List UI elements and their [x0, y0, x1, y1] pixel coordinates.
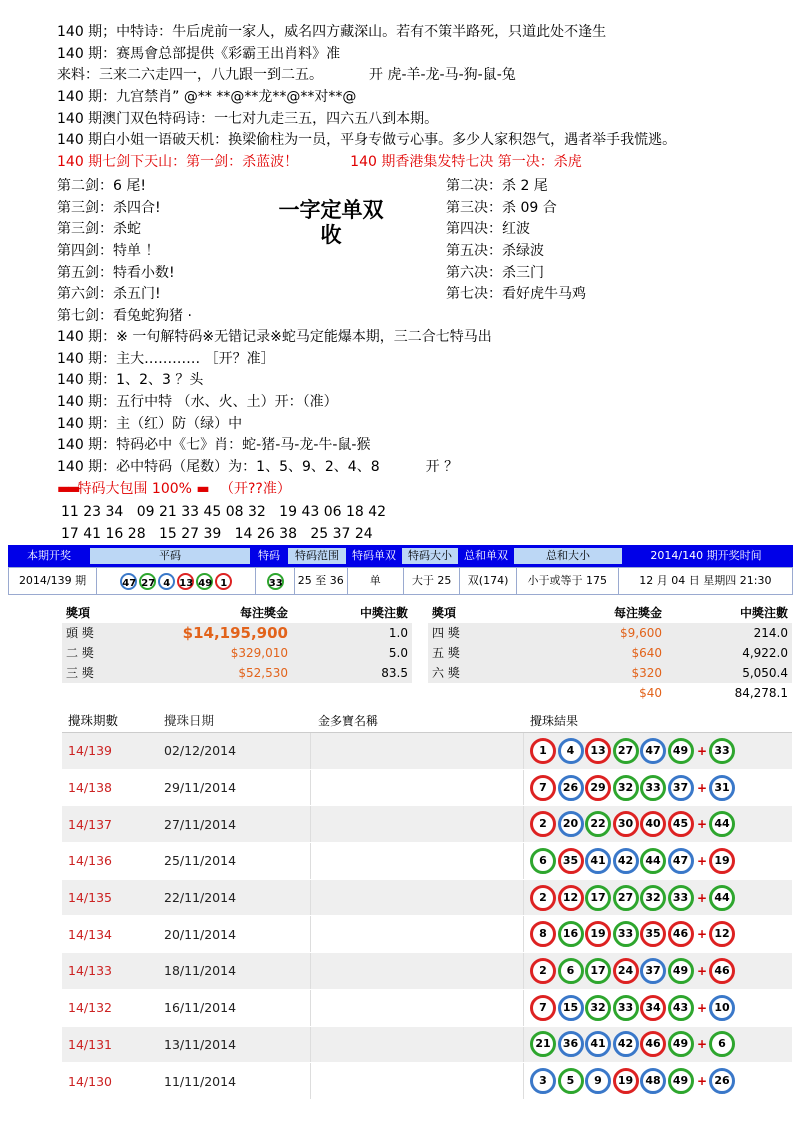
prize-name: 六 獎	[428, 663, 498, 683]
main-balls	[97, 568, 256, 594]
special-ball: 33	[267, 573, 284, 590]
result-bar-header	[8, 545, 793, 567]
prize-count: 214.0	[666, 623, 792, 643]
draw-date: 29/11/2014	[164, 780, 237, 796]
number-ball: 37	[668, 775, 694, 801]
text-line: 140 期：特码必中《七》肖：蛇-猪-马-龙-牛-鼠-猴	[57, 437, 371, 454]
number-ball: 27	[613, 885, 639, 911]
prize-table	[62, 603, 792, 703]
draw-period[interactable]: 14/137	[68, 816, 112, 832]
special-ball: 19	[709, 848, 735, 874]
jue-item: 第三决：杀 09 合	[446, 199, 557, 216]
number-ball: 46	[640, 1031, 666, 1057]
draw-balls	[524, 885, 737, 911]
text-line: 140 期白小姐一语破天机：换梁偷柱为一员，平身专做亏心事。多少人家积怨气，遇者举手我慌逃。	[57, 132, 677, 149]
draw-sponsor	[310, 916, 524, 952]
number-ball: 42	[613, 1031, 639, 1057]
number-ball: 2	[530, 811, 556, 837]
number-ball: 35	[558, 848, 584, 874]
number-ball: 33	[668, 885, 694, 911]
number-ball: 4	[558, 738, 584, 764]
draw-sponsor	[310, 990, 524, 1026]
draw-sponsor	[310, 806, 524, 842]
text-line: 140 期：主（红）防（绿）中	[57, 415, 243, 432]
plus-sign: +	[696, 927, 708, 942]
ds-value: 单	[348, 568, 404, 594]
draw-date: 22/11/2014	[164, 890, 237, 906]
number-ball: 13	[585, 738, 611, 764]
draw-date: 27/11/2014	[164, 816, 237, 832]
big-title-line-1: 一字定单双	[278, 198, 384, 222]
number-ball: 33	[613, 995, 639, 1021]
number-ball: 33	[640, 775, 666, 801]
sword-item: 第六剑：杀五门!	[57, 286, 161, 303]
forecast-text-block-2	[57, 327, 787, 545]
number-ball: 32	[640, 885, 666, 911]
number-ball: 4	[158, 573, 175, 590]
number-ball: 19	[613, 1068, 639, 1094]
text-line-red: 140 期七剑下天山：第一剑：杀蓝波！ 140 期香港集发特七决 第一决：杀虎	[57, 154, 582, 171]
number-ball: 46	[668, 921, 694, 947]
forecast-text-block	[57, 22, 787, 174]
prize-name: 頭 獎	[62, 623, 132, 643]
draws-table	[62, 710, 792, 1100]
number-ball: 6	[558, 958, 584, 984]
draw-date: 18/11/2014	[164, 963, 237, 979]
text-line: 140 期：1、2、3 ？头	[57, 372, 204, 389]
draw-balls	[524, 995, 737, 1021]
col-sponsor: 金多寶名稱	[318, 714, 379, 728]
prize-row	[62, 663, 792, 683]
draw-balls	[524, 848, 737, 874]
prize-amount: $329,010	[132, 643, 292, 663]
plus-sign: +	[696, 890, 708, 905]
jue-item: 第五决：杀绿波	[446, 243, 544, 260]
number-ball: 2	[530, 885, 556, 911]
draw-balls	[524, 921, 737, 947]
number-ball: 44	[640, 848, 666, 874]
draw-sponsor	[310, 843, 524, 879]
number-ball: 35	[640, 921, 666, 947]
big-title-line-2: 收	[320, 223, 342, 247]
number-ball: 8	[530, 921, 556, 947]
special-ball: 44	[709, 885, 735, 911]
number-ball: 19	[585, 921, 611, 947]
col-amount: 每注獎金	[613, 606, 662, 620]
prize-amount: $640	[498, 643, 666, 663]
number-ball: 16	[558, 921, 584, 947]
draw-period[interactable]: 14/134	[68, 926, 112, 942]
prize-name: 五 獎	[428, 643, 498, 663]
text-line: 140 期：九宫禁肖” @** **@**龙**@**对**@	[57, 89, 357, 106]
plus-sign: +	[696, 780, 708, 795]
special-ball: 26	[709, 1068, 735, 1094]
text-line: 140 期：※ 一句解特码※无错记录※蛇马定能爆本期，三二合七特马出	[57, 329, 492, 345]
prize-name: 二 獎	[62, 643, 132, 663]
number-ball: 1	[530, 738, 556, 764]
number-ball: 42	[613, 848, 639, 874]
number-ball: 40	[640, 811, 666, 837]
prize-header	[62, 603, 792, 623]
number-ball: 36	[558, 1031, 584, 1057]
prize-amount: $14,195,900	[132, 623, 292, 643]
header-zdx: 总和大小	[514, 548, 622, 564]
prize-count: 84,278.1	[734, 686, 788, 700]
plus-sign: +	[696, 743, 708, 758]
number-ball: 34	[640, 995, 666, 1021]
zds-value: 双(174)	[460, 568, 516, 594]
text-line-red: ▬▬特码大包围 100% ▬ （开??准）	[57, 480, 291, 497]
draw-balls	[524, 738, 737, 764]
col-item: 獎項	[66, 606, 91, 620]
draw-row	[62, 1027, 792, 1064]
number-ball: 7	[530, 995, 556, 1021]
number-ball: 17	[585, 958, 611, 984]
result-bar	[8, 545, 793, 597]
number-ball: 22	[585, 811, 611, 837]
number-ball: 33	[613, 921, 639, 947]
draw-balls	[524, 1031, 737, 1057]
prize-amount: $52,530	[132, 663, 292, 683]
header-ping: 平码	[90, 548, 250, 564]
draw-period[interactable]: 14/135	[68, 890, 112, 906]
draw-date: 25/11/2014	[164, 853, 237, 869]
jue-item: 第四决：红波	[446, 221, 530, 238]
number-ball: 32	[585, 995, 611, 1021]
number-ball: 49	[668, 958, 694, 984]
draw-balls	[524, 775, 737, 801]
draw-sponsor	[310, 953, 524, 989]
number-ball: 27	[139, 573, 156, 590]
draw-row	[62, 806, 792, 843]
number-ball: 47	[668, 848, 694, 874]
number-ball: 41	[585, 848, 611, 874]
result-bar-values	[8, 567, 793, 595]
special-ball: 10	[709, 995, 735, 1021]
draw-balls	[524, 811, 737, 837]
special-ball: 12	[709, 921, 735, 947]
period-value: 2014/139 期	[9, 568, 97, 594]
sword-item: 第三剑：杀四合!	[57, 199, 161, 216]
number-ball: 6	[530, 848, 556, 874]
plus-sign: +	[696, 963, 708, 978]
draw-period[interactable]: 14/138	[68, 780, 112, 796]
number-ball: 37	[640, 958, 666, 984]
sword-item: 第三剑：杀蛇	[57, 221, 141, 238]
special-ball: 46	[709, 958, 735, 984]
col-count: 中獎注數	[359, 606, 408, 620]
number-ball: 49	[668, 1031, 694, 1057]
header-dx: 特码大小	[402, 548, 458, 564]
plus-sign: +	[696, 1000, 708, 1015]
draw-date: 11/11/2014	[164, 1073, 237, 1089]
special-ball: 44	[709, 811, 735, 837]
prize-count: 5,050.4	[666, 663, 792, 683]
draw-row	[62, 1063, 792, 1100]
prize-name: 三 獎	[62, 663, 132, 683]
draw-sponsor	[310, 880, 524, 916]
number-ball: 47	[640, 738, 666, 764]
prize-amount: $320	[498, 663, 666, 683]
number-ball: 29	[585, 775, 611, 801]
header-te: 特码	[258, 549, 280, 562]
draw-period[interactable]: 14/132	[68, 1000, 112, 1016]
number-ball: 13	[177, 573, 194, 590]
draw-date: 02/12/2014	[164, 743, 237, 759]
text-line: 140 期；中特诗：牛后虎前一家人，威名四方藏深山。若有不策半路死，只道此处不逢生	[57, 24, 607, 40]
sword-item: 第二剑：6 尾!	[57, 178, 146, 194]
text-line: 140 期：必中特码（尾数）为：1、5、9、2、4、8 开 ？	[57, 459, 459, 476]
number-ball: 43	[668, 995, 694, 1021]
jue-item: 第六决：杀三门	[446, 264, 544, 281]
col-amount: 每注獎金	[239, 606, 288, 620]
prize-amount: $9,600	[498, 623, 666, 643]
col-count: 中獎注數	[739, 606, 788, 620]
plus-sign: +	[696, 1037, 708, 1052]
col-item: 獎項	[432, 606, 457, 620]
time-value: 12 月 04 日 星期四 21:30	[639, 574, 772, 587]
jue-item: 第二决：杀 2 尾	[446, 178, 548, 194]
draw-period[interactable]: 14/131	[68, 1036, 112, 1052]
sword-item: 第四剑：特单 ！	[57, 243, 160, 260]
number-ball: 49	[196, 573, 213, 590]
number-ball: 45	[668, 811, 694, 837]
draw-row	[62, 953, 792, 990]
number-ball: 17	[585, 885, 611, 911]
header-time: 2014/140 期开奖时间	[650, 549, 762, 562]
prize-count: 1.0	[292, 623, 412, 643]
draw-sponsor	[310, 1063, 524, 1099]
draw-balls	[524, 958, 737, 984]
number-ball: 2	[530, 958, 556, 984]
draw-row	[62, 843, 792, 880]
header-range: 特码范围	[288, 548, 346, 564]
plus-sign: +	[696, 1074, 708, 1089]
number-ball: 27	[613, 738, 639, 764]
prize-count: 4,922.0	[666, 643, 792, 663]
header-zds: 总和单双	[464, 549, 508, 562]
number-ball: 32	[613, 775, 639, 801]
draw-balls	[524, 1068, 737, 1094]
number-ball: 5	[558, 1068, 584, 1094]
text-line: 140 期：赛馬會总部提供《彩霸王出肖料》准	[57, 45, 341, 62]
draw-row	[62, 733, 792, 770]
dx-value: 大于 25	[404, 568, 460, 594]
draw-sponsor	[310, 733, 524, 769]
col-date: 攪珠日期	[164, 713, 215, 728]
draw-row	[62, 880, 792, 917]
draw-row	[62, 770, 792, 807]
number-ball: 20	[558, 811, 584, 837]
col-result: 攪珠結果	[530, 714, 579, 728]
number-ball: 7	[530, 775, 556, 801]
plus-sign: +	[696, 853, 708, 868]
prize-row	[62, 643, 792, 663]
col-period: 攪珠期數	[68, 713, 119, 728]
special-ball: 33	[709, 738, 735, 764]
number-ball: 24	[613, 958, 639, 984]
number-ball: 26	[558, 775, 584, 801]
number-ball: 48	[640, 1068, 666, 1094]
draw-period[interactable]: 14/139	[68, 743, 112, 759]
range-value: 25 至 36	[295, 568, 347, 594]
number-ball: 12	[558, 885, 584, 911]
header-current: 本期开奖	[27, 549, 71, 562]
number-ball: 49	[668, 738, 694, 764]
number-ball: 21	[530, 1031, 556, 1057]
prize-count: 83.5	[292, 663, 412, 683]
prize-name	[428, 683, 498, 703]
te-ball	[256, 568, 295, 594]
big-title	[266, 198, 396, 248]
number-ball: 47	[120, 573, 137, 590]
draw-period[interactable]: 14/130	[68, 1073, 112, 1089]
text-line: 来料：三来二六走四一，八九跟一到二五。 开 虎-羊-龙-马-狗-鼠-兔	[57, 67, 516, 84]
zdx-value: 小于或等于 175	[517, 568, 619, 594]
draw-sponsor	[310, 1027, 524, 1063]
number-ball: 3	[530, 1068, 556, 1094]
special-ball: 31	[709, 775, 735, 801]
prize-row	[62, 623, 792, 643]
jue-item: 第七决：看好虎牛马鸡	[446, 286, 586, 303]
text-line: 140 期：五行中特 （水、火、土）开：（准）	[57, 394, 338, 411]
number-ball: 15	[558, 995, 584, 1021]
draw-sponsor	[310, 770, 524, 806]
draw-period[interactable]: 14/133	[68, 963, 112, 979]
number-ball: 1	[215, 573, 232, 590]
text-line: 140 期：主大………… ［开？准］	[57, 350, 275, 367]
number-row: 17 41 16 28 15 27 39 14 26 38 25 37 24	[61, 525, 373, 542]
plus-sign: +	[696, 817, 708, 832]
sword-item: 第五剑：特看小数!	[57, 264, 175, 281]
prize-name: 四 獎	[428, 623, 498, 643]
prize-count: 5.0	[292, 643, 412, 663]
number-ball: 9	[585, 1068, 611, 1094]
draw-row	[62, 990, 792, 1027]
draw-date: 16/11/2014	[164, 1000, 237, 1016]
draw-period[interactable]: 14/136	[68, 853, 112, 869]
number-ball: 49	[668, 1068, 694, 1094]
draws-header	[62, 710, 792, 733]
draw-date: 13/11/2014	[164, 1036, 237, 1052]
text-line: 140 期澳门双色特码诗：一七对九走三五，四六五八到本期。	[57, 110, 439, 127]
number-row: 11 23 34 09 21 33 45 08 32 19 43 06 18 42	[61, 503, 387, 520]
number-ball: 41	[585, 1031, 611, 1057]
jue-column	[446, 176, 786, 306]
sword-item: 第七剑：看兔蛇狗猪 ·	[57, 308, 192, 325]
draw-date: 20/11/2014	[164, 926, 237, 942]
header-ds: 特码单双	[352, 549, 396, 562]
number-ball: 30	[613, 811, 639, 837]
prize-row	[62, 683, 792, 703]
draw-row	[62, 916, 792, 953]
prize-amount: $40	[639, 686, 662, 700]
special-ball: 6	[709, 1031, 735, 1057]
